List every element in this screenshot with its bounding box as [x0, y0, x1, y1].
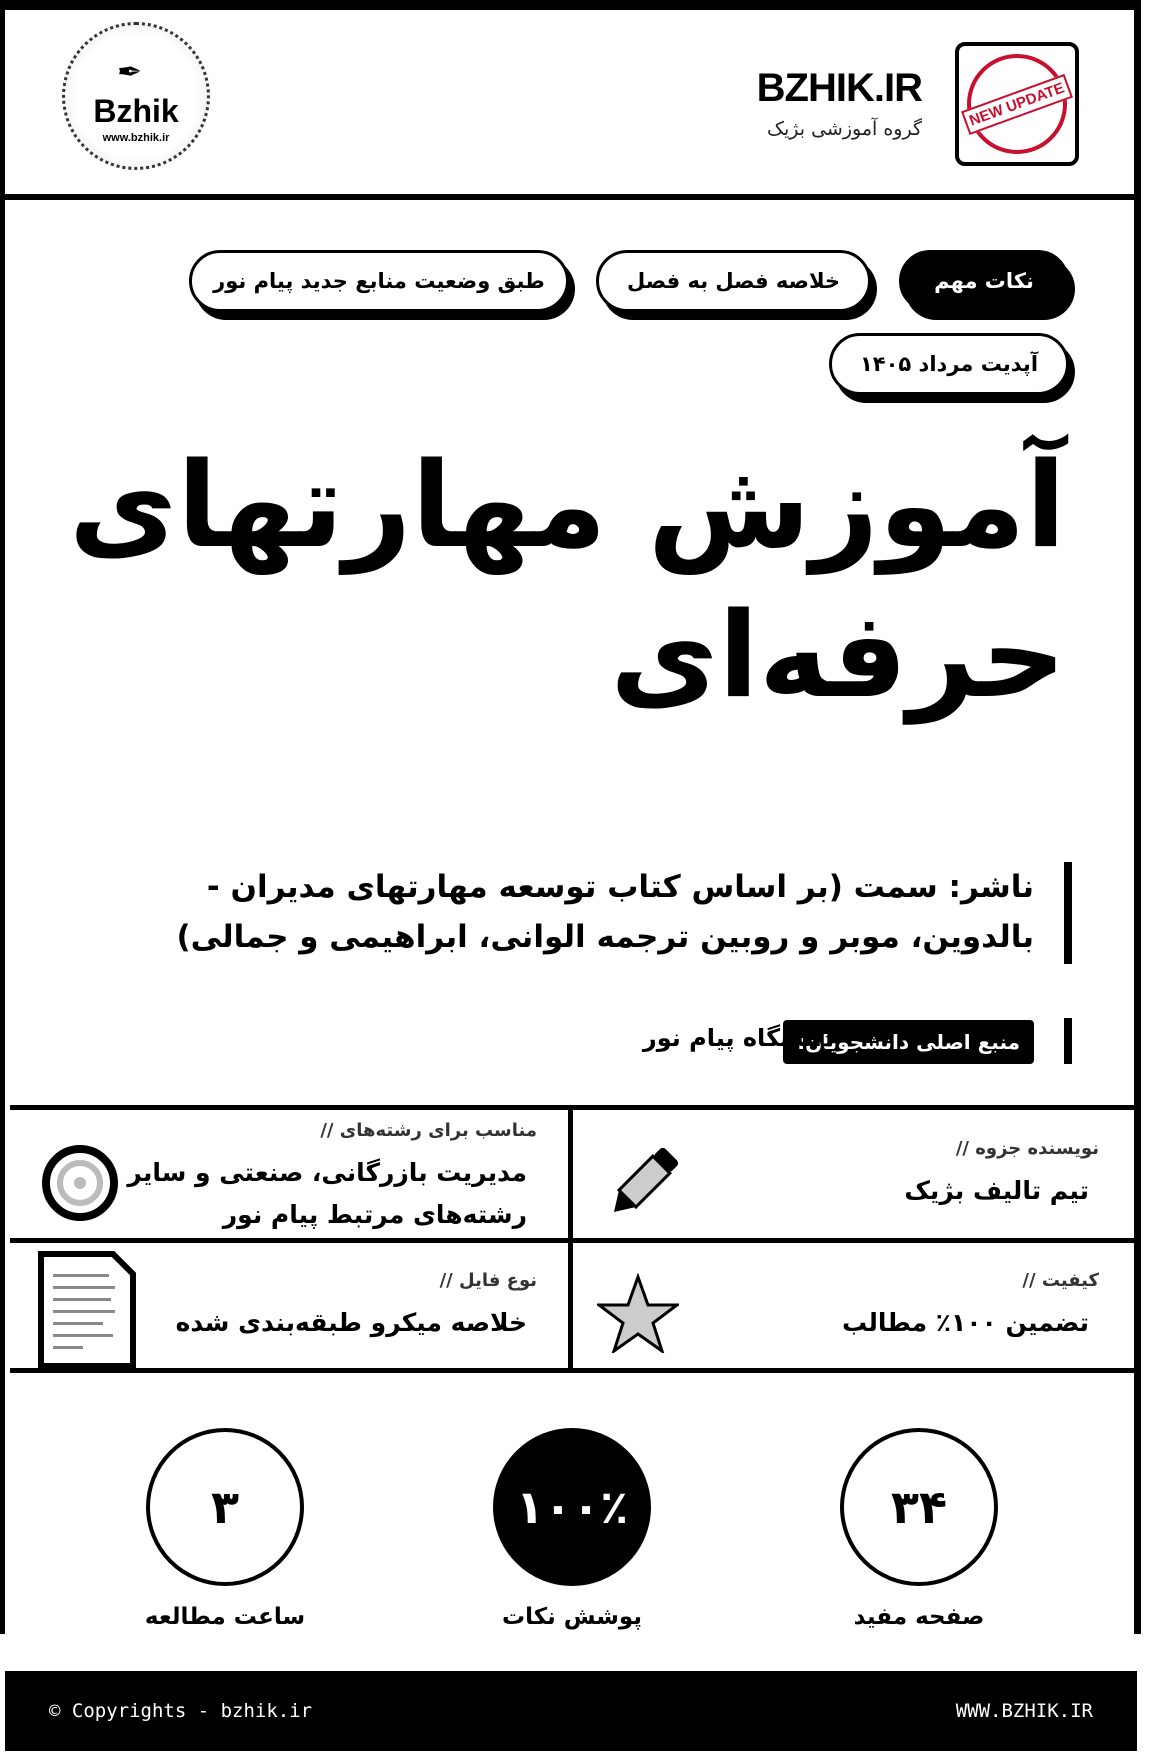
site-subtitle: گروه آموزشی بژیک	[766, 118, 922, 140]
title-line-1: آموزش مهارتهای	[68, 436, 1066, 574]
fields-label: مناسب برای رشته‌های //	[320, 1120, 537, 1141]
update-date-tag: آپدیت مرداد ۱۴۰۵	[829, 333, 1069, 395]
quality-value: تضمین ۱۰۰٪ مطالب	[841, 1308, 1089, 1337]
grid-bottom-line	[10, 1368, 1139, 1373]
star-icon	[597, 1273, 679, 1353]
title-line-2: حرفه‌ای	[610, 586, 1066, 724]
site-title: BZHIK.IR	[756, 66, 922, 110]
tag-important-points: نکات مهم	[899, 250, 1069, 312]
stat-pages-circle: ۳۴	[840, 1428, 998, 1586]
header-divider	[5, 194, 1134, 200]
source-value: دانشگاه پیام نور	[642, 1024, 834, 1052]
grid-top-line	[10, 1105, 1139, 1110]
grid-mid-line	[10, 1238, 1139, 1243]
footer-copyright: © Copyrights - bzhik.ir	[49, 1700, 313, 1722]
stat-hours-label: ساعت مطالعه	[144, 1604, 306, 1630]
pen-icon: ✒	[117, 55, 143, 90]
author-value: تیم تالیف بژیک	[904, 1176, 1089, 1205]
publisher-accent-bar	[1064, 862, 1072, 964]
bzhik-logo	[62, 22, 210, 170]
tag-new-sources: طبق وضعیت منابع جدید پیام نور	[189, 250, 569, 312]
stat-pages-label: صفحه مفید	[853, 1604, 985, 1630]
new-update-badge	[955, 42, 1079, 166]
fields-value: مدیریت بازرگانی، صنعتی و سایر رشته‌های مرتبط پیام نور	[127, 1158, 527, 1229]
tag-chapter-summary: خلاصه فصل به فصل	[596, 250, 871, 312]
author-label: نویسنده جزوه //	[955, 1138, 1099, 1159]
source-accent-bar	[1064, 1018, 1072, 1064]
stamp-icon	[967, 54, 1067, 154]
grid-vertical-line	[568, 1105, 573, 1373]
logo-url: www.bzhik.ir	[102, 132, 170, 144]
badge-text: NEW UPDATE	[961, 73, 1073, 134]
stat-coverage-label: پوشش نکات	[502, 1604, 642, 1630]
footer-bar	[5, 1671, 1137, 1751]
document-icon	[37, 1250, 137, 1370]
footer-site-link[interactable]: WWW.BZHIK.IR	[955, 1700, 1093, 1722]
quality-label: کیفیت //	[1022, 1270, 1099, 1291]
target-icon	[40, 1143, 120, 1223]
source-label: منبع اصلی دانشجویان:	[783, 1020, 1034, 1064]
publisher-text: ناشر: سمت (بر اساس کتاب توسعه مهارتهای مدیران - بالدوین، موبر و روبین ترجمه الوانی، ابراهیمی و جمالی)	[176, 869, 1034, 955]
page-title	[66, 430, 1066, 730]
file-type-label: نوع فایل //	[439, 1270, 537, 1291]
stat-hours-circle: ۳	[146, 1428, 304, 1586]
pencil-icon	[603, 1138, 683, 1228]
logo-brand: Bzhik	[93, 93, 179, 129]
file-type-value: خلاصه میکرو طبقه‌بندی شده	[175, 1308, 527, 1337]
stat-coverage-circle: ۱۰۰٪	[493, 1428, 651, 1586]
